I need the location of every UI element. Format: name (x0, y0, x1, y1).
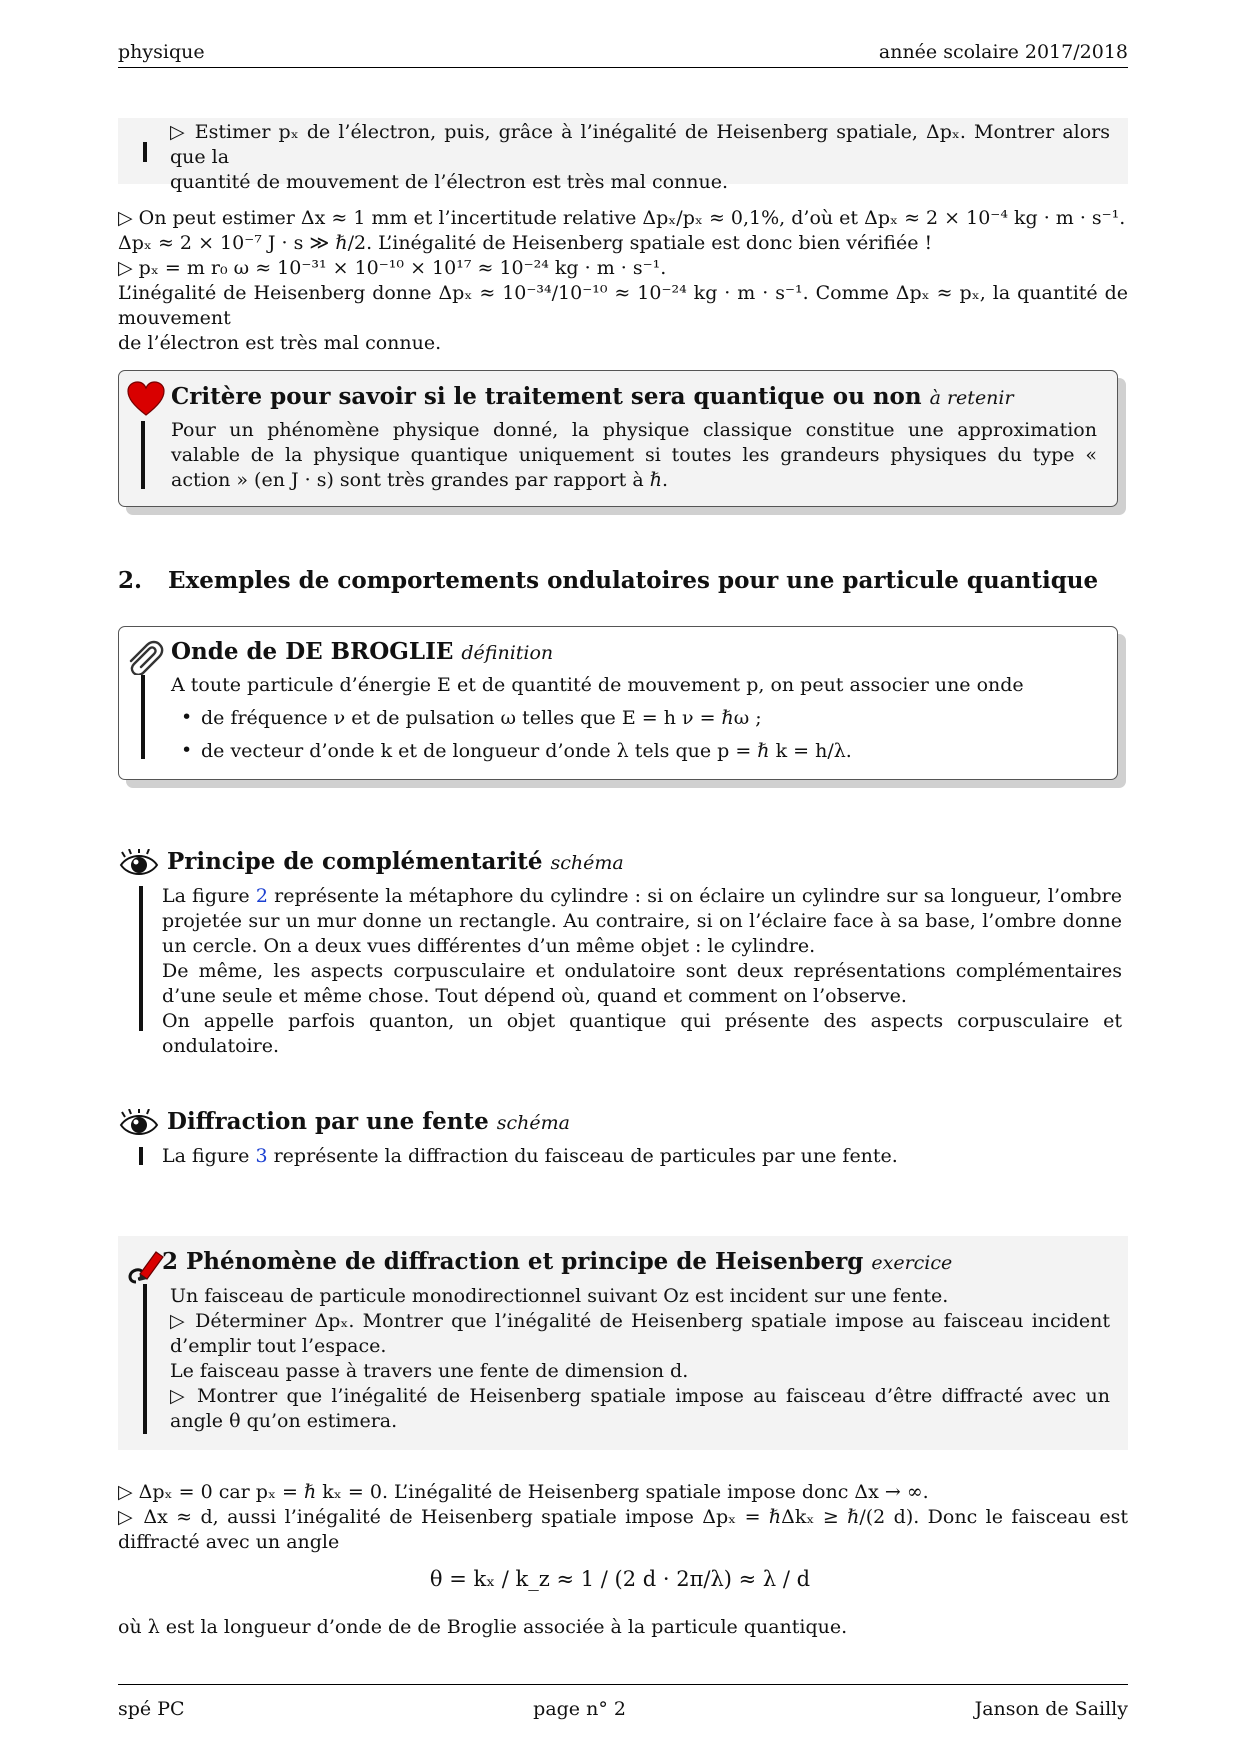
exercise-box (118, 1236, 1128, 1450)
section-number: 2. (118, 567, 143, 594)
figure-link-3[interactable]: 3 (255, 1145, 268, 1167)
section-title: Exemples de comportements ondulatoires pour une particule quantique (168, 567, 1099, 594)
answer-line: Δpₓ ≈ 2 × 10⁻⁷ J · s ≫ ℏ/2. L’inégalité de Heisenberg spatiale est donc bien vérifiée ! (118, 232, 933, 254)
footer-page-number: page n° 2 (533, 1698, 626, 1720)
header-rule (118, 67, 1128, 68)
paperclip-icon (125, 639, 165, 675)
criterion-bar (141, 421, 145, 489)
eye-icon (119, 849, 159, 881)
section-heading (118, 568, 1098, 593)
heart-icon (127, 381, 165, 417)
answer-line: L’inégalité de Heisenberg donne Δpₓ ≈ 10⁻³⁴/10⁻¹⁰ ≈ 10⁻²⁴ kg · m · s⁻¹. Comme Δpₓ ≈ pₓ, la quantité de mouvement (118, 282, 1128, 329)
debroglie-title-text: Onde de DE BROGLIE (171, 638, 454, 665)
question-bar (143, 142, 147, 162)
exercise-line: ▷ Montrer que l’inégalité de Heisenberg spatiale impose au faisceau d’être diffracté avec un angle θ qu’on estimera. (170, 1385, 1110, 1432)
debroglie-list (171, 706, 1097, 764)
exercise-line: ▷ Déterminer Δpₓ. Montrer que l’inégalité de Heisenberg spatiale impose au faisceau incident d’emplir tout l’espace. (170, 1310, 1110, 1357)
fig-prefix: La figure (162, 1145, 250, 1167)
complementarity-text-1: représente la métaphore du cylindre : si on éclaire un cylindre sur sa longueur, l’ombre projetée sur un mur donne un rectangle. Au contraire, si on l’éclaire face à sa base, l’ombre donne un cercle. On a deux vues différentes d’un même objet : le cylindre. (162, 885, 1122, 957)
criterion-title (171, 384, 1014, 411)
diffraction-bar (139, 1147, 143, 1165)
debroglie-box (118, 626, 1118, 780)
footer-class: spé PC (118, 1698, 185, 1720)
header-year: année scolaire 2017/2018 (878, 41, 1128, 63)
criterion-tag: à retenir (929, 387, 1014, 409)
complementarity-text (162, 884, 1122, 1059)
complementarity-bar (139, 886, 143, 1031)
exercise-line: Le faisceau passe à travers une fente de dimension d. (170, 1360, 689, 1382)
footer-school: Janson de Sailly (974, 1698, 1128, 1720)
figure-link-2[interactable]: 2 (255, 885, 268, 907)
debroglie-tag: définition (461, 642, 554, 664)
complementarity-title (167, 849, 624, 876)
complementarity-para-2: De même, les aspects corpusculaire et ondulatoire sont deux représentations complémentaires d’une seule et même chose. Tout dépend où, quand et comment on l’observe. (162, 960, 1122, 1007)
exercise-tag: exercice (871, 1252, 953, 1274)
debroglie-title (171, 639, 553, 666)
diffraction-title (167, 1109, 570, 1136)
answer2-line-2: ▷ Δx ≈ d, aussi l’inégalité de Heisenberg spatiale impose Δpₓ = ℏΔkₓ ≥ ℏ/(2 d). Donc le faisceau est diffracté avec un angle (118, 1506, 1128, 1553)
exercise-title-text: 2 Phénomène de diffraction et principe de Heisenberg (162, 1248, 864, 1275)
answer-line: ▷ pₓ = m r₀ ω ≈ 10⁻³¹ × 10⁻¹⁰ × 10¹⁷ ≈ 10⁻²⁴ kg · m · s⁻¹. (118, 257, 667, 279)
answer-line: de l’électron est très mal connue. (118, 332, 442, 354)
answer-line: ▷ On peut estimer Δx ≈ 1 mm et l’incertitude relative Δpₓ/pₓ ≈ 0,1%, d’où et Δpₓ ≈ 2 × 10⁻⁴ kg · m · s⁻¹. (118, 207, 1126, 229)
question-box (118, 118, 1128, 193)
answer2-line-3: où λ est la longueur d’onde de de Broglie associée à la particule quantique. (118, 1616, 848, 1638)
exercise-title (162, 1249, 952, 1276)
debroglie-intro: A toute particule d’énergie E et de quantité de mouvement p, on peut associer une onde (171, 674, 1024, 696)
diffraction-tag: schéma (496, 1112, 570, 1134)
exercise-bar (143, 1284, 147, 1434)
complementarity-para-3: On appelle parfois quanton, un objet quantique qui présente des aspects corpusculaire et ondulatoire. (162, 1010, 1122, 1057)
diffraction-title-text: Diffraction par une fente (167, 1108, 489, 1135)
exercise-text (170, 1284, 1110, 1434)
eye-icon (119, 1109, 159, 1141)
answer-block (118, 206, 1128, 356)
criterion-box (118, 370, 1118, 507)
exercise-line: Un faisceau de particule monodirectionnel suivant Oz est incident sur une fente. (170, 1285, 949, 1307)
list-item: • de fréquence ν et de pulsation ω telles que E = h ν = ℏω ; (171, 706, 1097, 731)
fig-prefix: La figure (162, 885, 250, 907)
page-footer (118, 1697, 1128, 1722)
list-item: • de vecteur d’onde k et de longueur d’onde λ tels que p = ℏ k = h/λ. (171, 739, 1097, 764)
question-text (170, 120, 1110, 195)
diffraction-text (162, 1144, 1122, 1169)
header-subject: physique (118, 41, 205, 63)
complementarity-para-1 (162, 884, 1122, 959)
theta-equation: θ = kₓ / k_z ≈ 1 / (2 d · 2π/λ) ≈ λ / d (429, 1567, 811, 1591)
question-line: ▷ Estimer pₓ de l’électron, puis, grâce à l’inégalité de Heisenberg spatiale, Δpₓ. Montrer alors que la (170, 121, 1110, 168)
question-line: quantité de mouvement de l’électron est très mal connue. (170, 171, 729, 193)
answer2-line-1: ▷ Δpₓ = 0 car pₓ = ℏ kₓ = 0. L’inégalité de Heisenberg spatiale impose donc Δx → ∞. (118, 1481, 929, 1503)
footer-rule (118, 1684, 1128, 1685)
diffraction-text-body: représente la diffraction du faisceau de particules par une fente. (273, 1145, 898, 1167)
criterion-text: Pour un phénomène physique donné, la physique classique constitue une approximation valable de la physique quantique uniquement si toutes les grandeurs physiques du type « action » (en J · s) sont très grandes par rapport à ℏ. (171, 419, 1097, 491)
complementarity-tag: schéma (550, 852, 624, 874)
criterion-title-text: Critère pour savoir si le traitement sera quantique ou non (171, 383, 922, 410)
page-header (118, 40, 1128, 65)
debroglie-content (171, 673, 1097, 772)
pencil-icon (126, 1248, 166, 1288)
answer2-block (118, 1480, 1128, 1555)
complementarity-title-text: Principe de complémentarité (167, 848, 543, 875)
debroglie-bar (141, 675, 145, 759)
